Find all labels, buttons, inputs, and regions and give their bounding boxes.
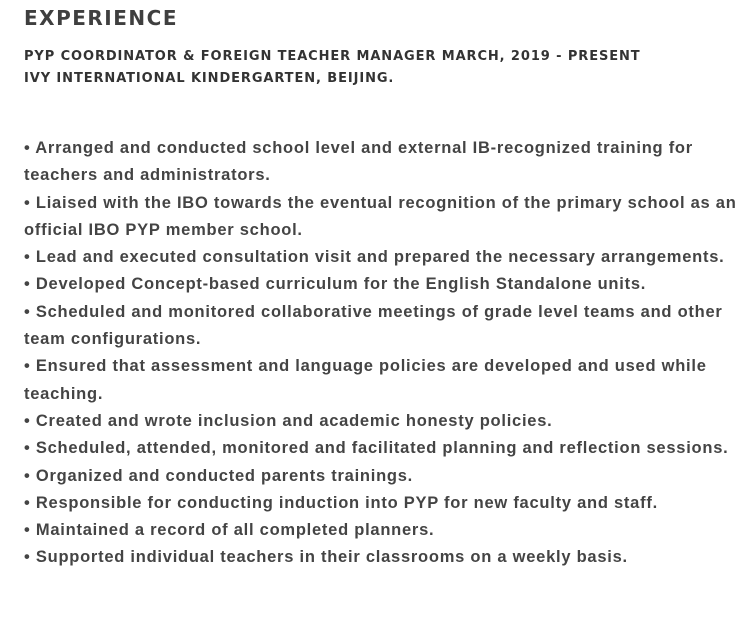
list-item: • Created and wrote inclusion and academic honesty policies. [24, 411, 553, 430]
list-item: • Developed Concept-based curriculum for the English Standalone units. [24, 275, 647, 294]
list-item: • Scheduled and monitored collaborative meetings of grade level teams and other team configurations. [24, 302, 723, 349]
job-header [24, 46, 641, 90]
list-item: • Arranged and conducted school level and external IB-recognized training for teachers and administrators. [24, 139, 693, 185]
list-item: • Supported individual teachers in their classrooms on a weekly basis. [24, 548, 628, 567]
list-item: • Scheduled, attended, monitored and facilitated planning and reflection sessions. [24, 439, 729, 458]
list-item: • Organized and conducted parents trainings. [24, 466, 413, 485]
employer-line: IVY INTERNATIONAL KINDERGARTEN, BEIJING. [24, 71, 395, 86]
section-title: EXPERIENCE [24, 6, 178, 30]
list-item: • Maintained a record of all completed planners. [24, 521, 435, 540]
responsibilities-list [24, 135, 746, 572]
list-item: • Ensured that assessment and language policies are developed and used while teaching. [24, 357, 707, 403]
job-title-line: PYP COORDINATOR & FOREIGN TEACHER MANAGER MARCH, 2019 - PRESENT [24, 49, 641, 64]
list-item: • Lead and executed consultation visit and prepared the necessary arrangements. [24, 248, 725, 267]
list-item: • Responsible for conducting induction into PYP for new faculty and staff. [24, 493, 658, 512]
list-item: • Liaised with the IBO towards the eventual recognition of the primary school as an official IBO PYP member school. [24, 193, 737, 239]
